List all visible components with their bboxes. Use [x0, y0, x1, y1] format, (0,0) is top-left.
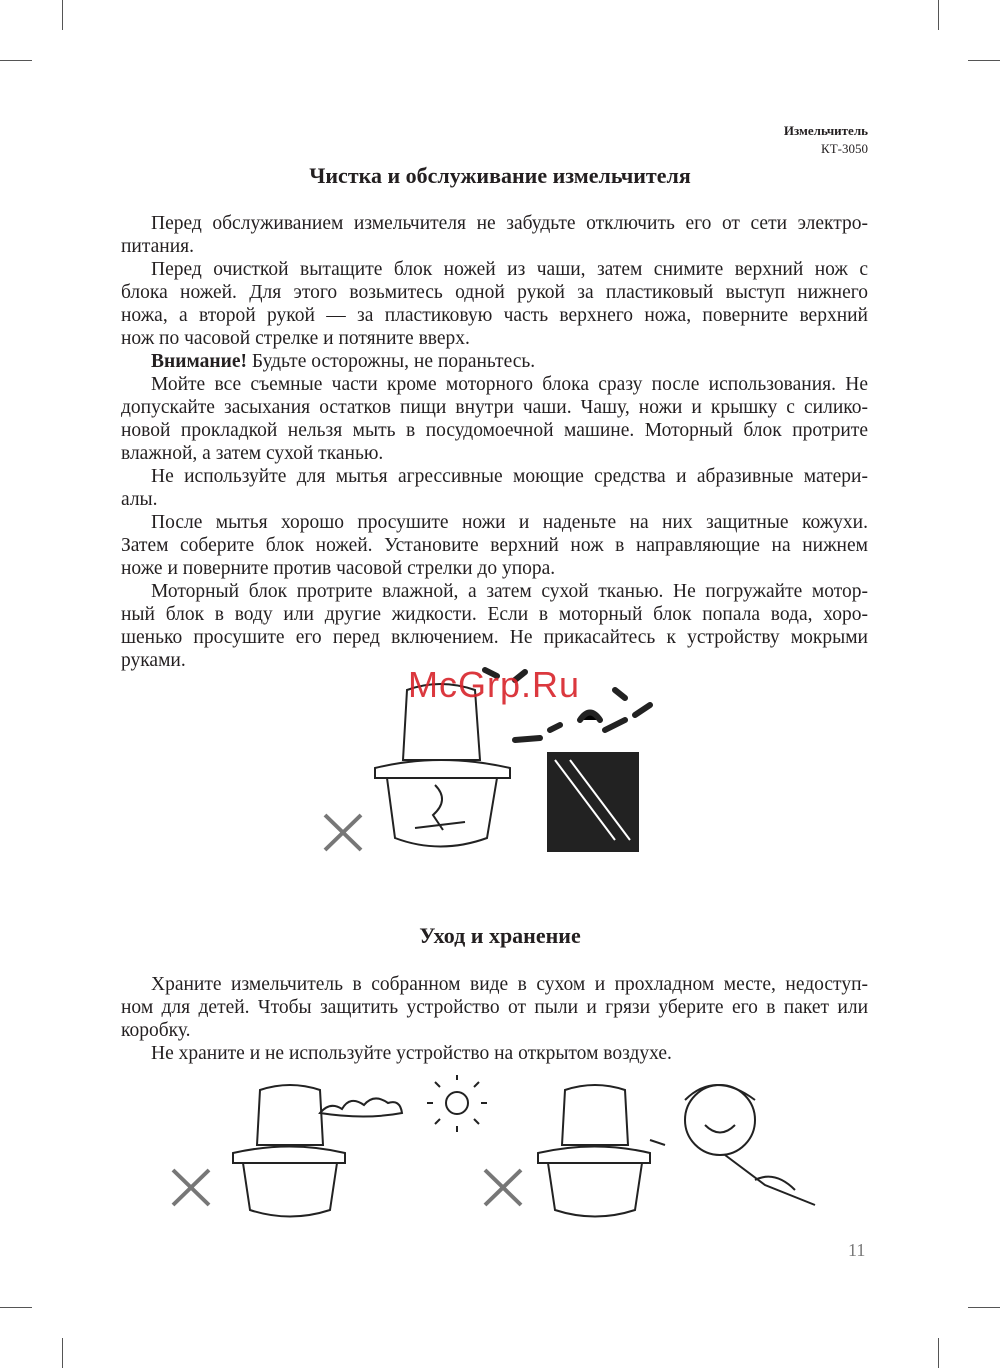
paragraph-line: Мойте все съемные части кроме моторного блока сразу после использования. Не: [151, 374, 868, 395]
sun-icon: [427, 1075, 487, 1132]
running-header: [784, 122, 868, 158]
section2-body: [121, 973, 868, 1065]
paragraph-line: Перед обслуживанием измельчителя не забудьте отключить его от сети электро-: [151, 213, 868, 234]
paragraph-line: шенько просушите его перед включением. Не прикасайтесь к устройству мокрыми: [121, 627, 868, 648]
paragraph-line: ном для детей. Чтобы защитить устройство от пыли и грязи уберите его в пакет или: [121, 997, 868, 1018]
paragraph-line: блока ножей. Для этого возьмитесь одной рукой за пластиковый выступ нижнего: [121, 282, 868, 303]
header-product: Измельчитель: [783, 123, 868, 138]
paragraph-line: руками.: [121, 650, 186, 671]
cross-icon: [325, 815, 361, 850]
paragraph-line: После мытья хорошо просушите ножи и наденьте на них защитные кожухи.: [151, 512, 868, 533]
cross-icon: [173, 1170, 209, 1205]
cross-icon: [485, 1170, 521, 1205]
page-number: 11: [848, 1240, 866, 1260]
paragraph-line: Храните измельчитель в собранном виде в сухом и прохладном месте, недоступ-: [151, 974, 868, 995]
crop-mark: [0, 60, 32, 61]
crop-mark: [62, 1338, 63, 1368]
paragraph-line: ножа, а второй рукой — за пластиковую часть верхнего ножа, поверните верхний: [121, 305, 868, 326]
paragraph-line: Не храните и не используйте устройство на открытом воздухе.: [151, 1043, 672, 1064]
paragraph-line: питания.: [121, 236, 195, 257]
paragraph-line: нож по часовой стрелке и потяните вверх.: [121, 328, 470, 349]
warning-label: Внимание!: [151, 351, 247, 372]
section-title: Уход и хранение: [419, 923, 581, 948]
crop-mark: [968, 60, 1000, 61]
crop-mark: [62, 0, 63, 30]
paragraph-line: Моторный блок протрите влажной, а затем сухой тканью. Не погружайте мотор-: [151, 581, 868, 602]
chopper-icon: [233, 1085, 345, 1217]
paragraph-line: Не используйте для мытья агрессивные моющие средства и абразивные матери-: [151, 466, 868, 487]
paragraph-line: влажной, а затем сухой тканью.: [121, 443, 384, 464]
cloud-icon: [320, 1098, 402, 1116]
paragraph-line: ноже и поверните против часовой стрелки до упора.: [121, 558, 556, 579]
crop-mark: [938, 1338, 939, 1368]
chopper-icon: [375, 684, 510, 847]
warning-text: Будьте осторожны, не пораньтесь.: [247, 351, 536, 372]
section-title: Чистка и обслуживание измельчителя: [309, 163, 691, 188]
crop-mark: [968, 1307, 1000, 1308]
paragraph-line: ный блок в воду или другие жидкости. Если в моторный блок попала вода, хоро-: [121, 604, 868, 625]
crop-mark: [938, 0, 939, 30]
paragraph-line: допускайте засыхания остатков пищи внутри чаши. Чашу, ножи и крышку с силико-: [121, 397, 868, 418]
chopper-icon: [538, 1085, 650, 1217]
paragraph-line: новой прокладкой нельзя мыть в посудомоечной машине. Моторный блок протрите: [121, 420, 868, 441]
paragraph-line: Перед очисткой вытащите блок ножей из чаши, затем снимите верхний нож с: [151, 259, 868, 280]
header-model: КТ-3050: [821, 141, 868, 156]
paragraph-line: алы.: [121, 489, 158, 510]
paragraph-line: Затем соберите блок ножей. Установите верхний нож в направляющие на нижнем: [121, 535, 868, 556]
paragraph-line: коробку.: [121, 1020, 191, 1041]
section1-body: [121, 212, 868, 672]
illustration-storage: [165, 1075, 825, 1225]
paragraph-line: [121, 350, 868, 373]
watermark: McGrp.Ru: [408, 664, 581, 705]
child-icon: [650, 1085, 815, 1205]
crop-mark: [0, 1307, 32, 1308]
